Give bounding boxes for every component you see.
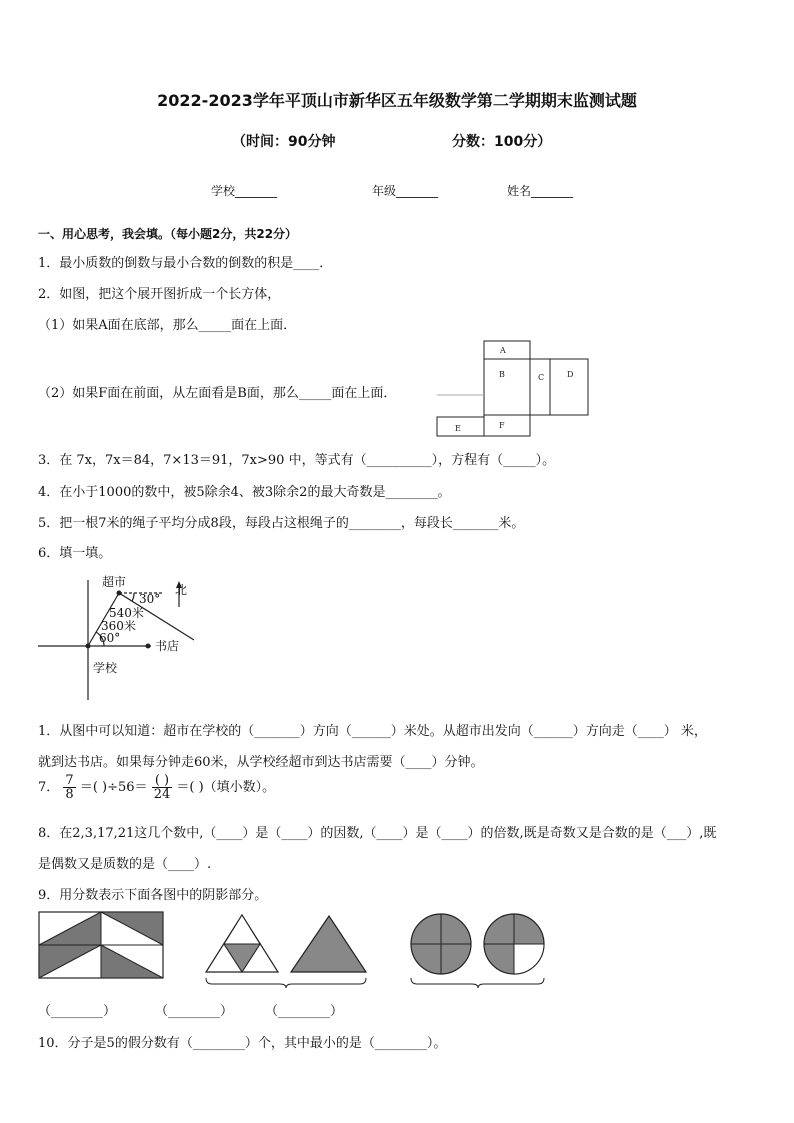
net-label-d: D — [567, 370, 574, 379]
fraction-denominator: 8 — [65, 787, 74, 802]
fraction-numerator: 7 — [65, 773, 74, 788]
question-5: 5．把一根7米的绳子平均分成8段，每段占这根绳子的________，每段长_______米。 — [38, 516, 525, 531]
question-10: 10．分子是5的假分数有（________）个，其中最小的是（________）。 — [38, 1036, 447, 1051]
name-field[interactable]: 姓名_______ — [507, 184, 574, 198]
fraction-denominator-24: 24 — [153, 787, 171, 802]
rectangle-figure — [39, 912, 163, 978]
question-9: 9．用分数表示下面各图中的阴影部分。 — [38, 888, 268, 903]
question-3: 3．在 7x，7x＝84，7×13＝91，7x>90 中，等式有（__________），方程有（_____）。 — [38, 453, 556, 468]
location-map-figure — [36, 572, 216, 702]
fraction-blank-over-24 — [152, 774, 173, 801]
net-label-b: B — [499, 370, 505, 379]
cube-net-figure — [433, 339, 593, 439]
net-label-a: A — [500, 346, 506, 355]
question-6-line2: 就到达书店。如果每分钟走60米，从学校经超市到达书店需要（____）分钟。 — [38, 755, 484, 770]
section-heading: 一、用心思考，我会填。（每小题2分，共22分） — [38, 227, 298, 241]
exam-time: （时间：90分钟 — [232, 134, 336, 150]
question-2-part2: （2）如果F面在前面，从左面看是B面，那么_____面在上面． — [38, 386, 397, 401]
map-label-bookstore: 书店 — [155, 639, 180, 653]
question-7-suffix: ＝( )（填小数）。 — [176, 780, 276, 795]
net-label-e: E — [455, 424, 461, 433]
school-field[interactable]: 学校_______ — [211, 184, 278, 198]
circle-figure-1 — [411, 914, 471, 974]
grade-field[interactable]: 年级_______ — [372, 184, 439, 198]
q9-answer-blank-1[interactable]: （________） — [38, 1004, 117, 1019]
exam-score: 分数：100分） — [452, 134, 552, 150]
question-7 — [38, 774, 275, 801]
map-label-distance-2: 360米 — [101, 619, 136, 633]
question-6-line1: 1．从图中可以知道：超市在学校的（_______）方向（______）米处。从超市出发向（______）方向走（____） 米， — [38, 724, 707, 739]
map-label-school: 学校 — [93, 661, 118, 675]
net-label-c: C — [538, 373, 545, 382]
map-label-north: 北 — [175, 583, 188, 597]
page-title: 2022-2023学年平顶山市新华区五年级数学第二学期期末监测试题 — [157, 91, 637, 110]
circle-figure-2 — [484, 914, 544, 974]
q9-answer-blank-3[interactable]: （________） — [265, 1004, 344, 1019]
question-2-part1: （1）如果A面在底部，那么_____面在上面． — [38, 318, 297, 333]
question-8-line1: 8．在2,3,17,21这几个数中,（____）是（____）的因数,（____）是（____）的倍数,既是奇数又是合数的是（___）,既 — [38, 826, 717, 841]
map-label-angle-top: 30° — [139, 592, 161, 606]
question-7-prefix: 7． — [38, 780, 60, 795]
question-1: 1．最小质数的倒数与最小合数的倒数的积是____． — [38, 256, 333, 271]
net-label-f: F — [499, 421, 505, 430]
question-2: 2．如图，把这个展开图折成一个长方体， — [38, 287, 281, 302]
fraction-seven-eighths — [63, 774, 75, 801]
question-7-middle: ＝( )÷56＝ — [79, 780, 148, 795]
map-label-distance-1: 540米 — [109, 606, 144, 620]
map-label-supermarket: 超市 — [102, 575, 127, 589]
map-label-angle-bottom: 60° — [99, 631, 121, 645]
question-6: 6．填一填。 — [38, 546, 112, 561]
small-triangle-figure — [206, 915, 278, 972]
question-8-line2: 是偶数又是质数的是（____）. — [38, 857, 212, 872]
shaded-figures — [36, 908, 556, 988]
fraction-numerator-blank: ( ) — [152, 774, 173, 788]
q9-answer-blank-2[interactable]: （________） — [155, 1004, 234, 1019]
large-triangle-figure — [291, 916, 366, 972]
question-4: 4．在小于1000的数中，被5除余4、被3除余2的最大奇数是________。 — [38, 485, 451, 500]
